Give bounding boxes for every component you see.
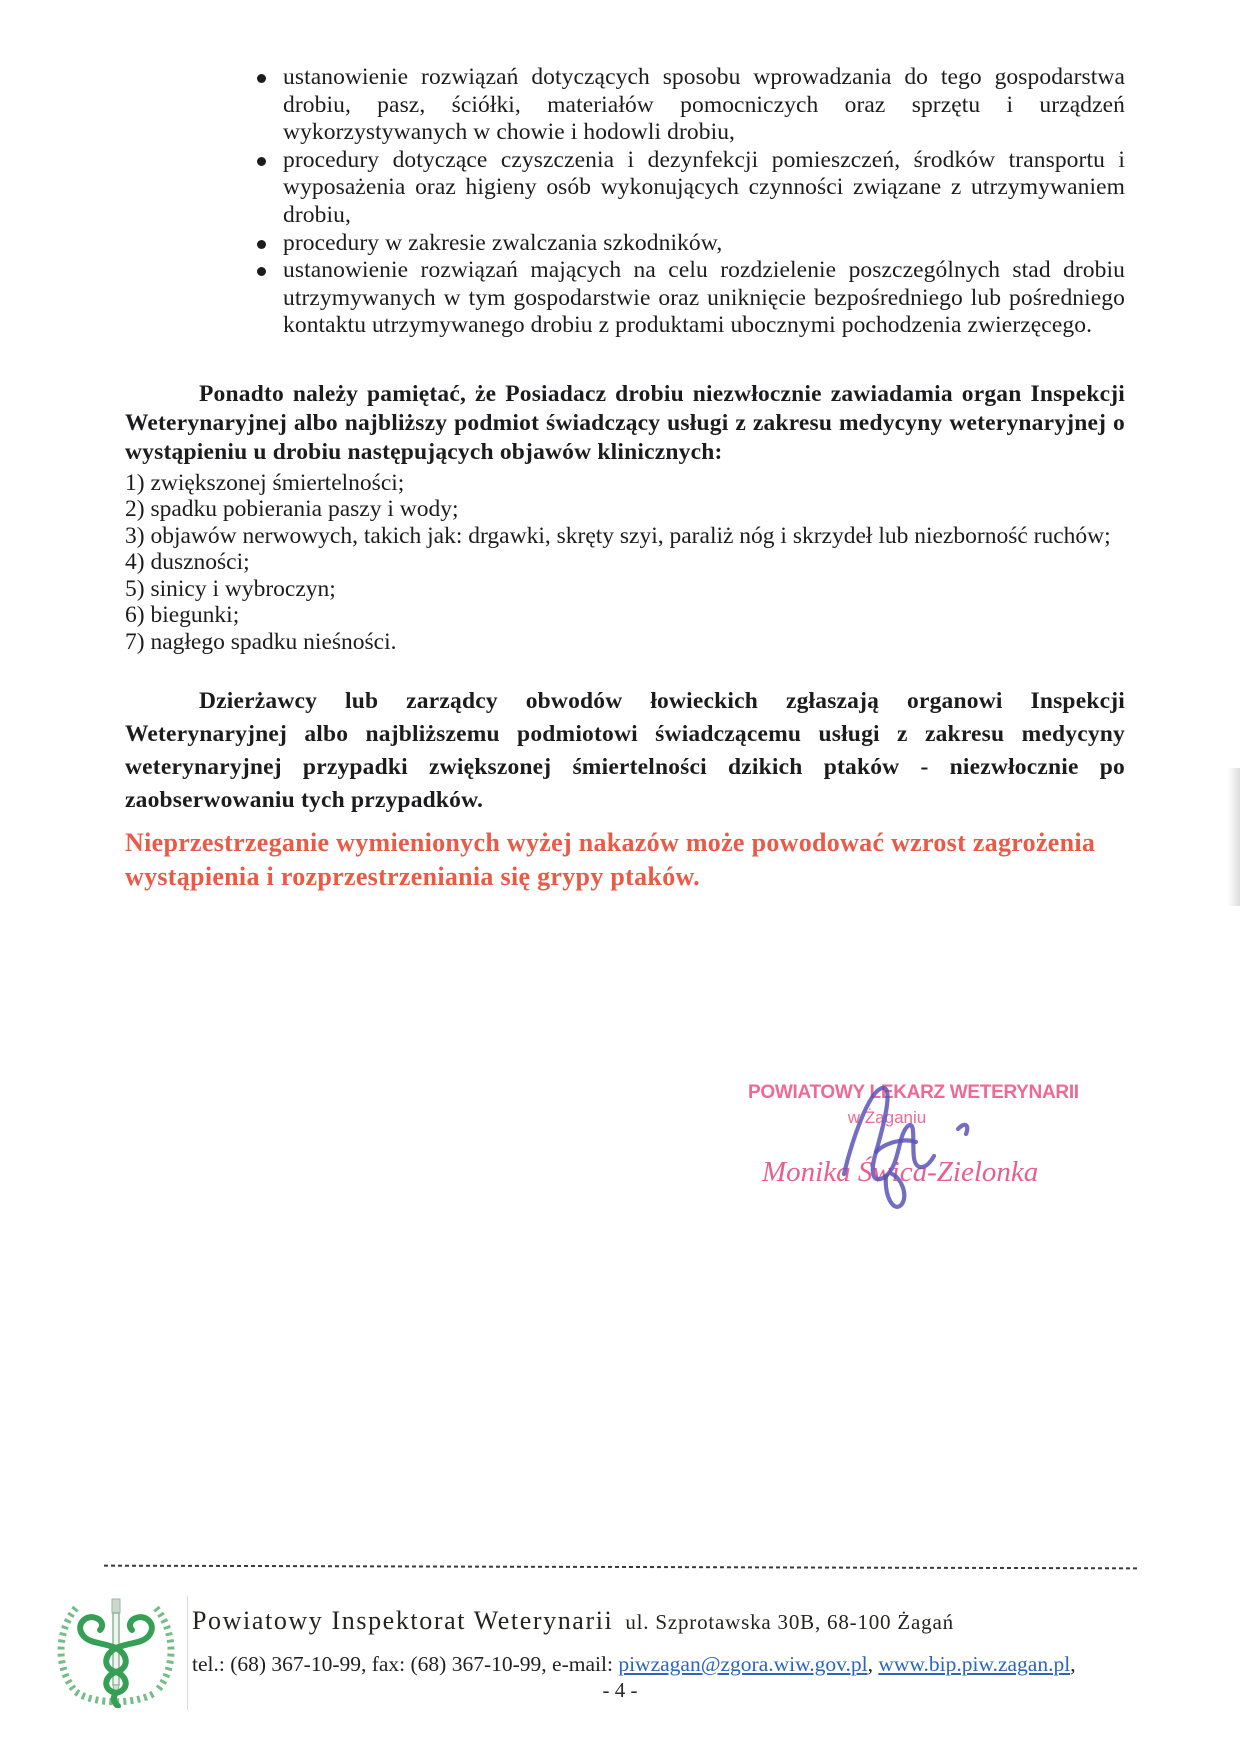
website-link[interactable]: www.bip.piw.zagan.pl (878, 1652, 1071, 1676)
scan-artifact (1227, 768, 1240, 906)
symptom-item: 4) duszności; (125, 549, 250, 576)
symptom-item: 3) objawów nerwowych, takich jak: drgawki, skręty szyi, paraliż nóg i skrzydeł lub niezborność ruchów; (125, 522, 1111, 549)
bullet-item: procedury w zakresie zwalczania szkodników, (125, 230, 1125, 258)
footer-contact-line (192, 1652, 1076, 1677)
symptom-item: 6) biegunki; (125, 602, 240, 629)
signature-ink (806, 1072, 1018, 1222)
organization-address: ul. Szprotawska 30B, 68-100 Żagań (625, 1610, 954, 1634)
contact-text: tel.: (68) 367-10-99, fax: (68) 367-10-99, e-mail: (192, 1652, 619, 1676)
paragraph-notification-duty: Ponadto należy pamiętać, że Posiadacz drobiu niezwłocznie zawiadamia organ Inspekcji Weterynaryjnej albo najbliższy podmiot świadczący usługi z zakresu medycyny weterynaryjnej o wystąpieniu u drobiu następujących objawów klinicznych: (125, 380, 1125, 465)
symptom-item: 5) sinicy i wybroczyn; (125, 575, 336, 602)
email-link[interactable]: piwzagan@zgora.wiw.gov.pl (618, 1652, 868, 1676)
symptom-item: 1) zwiększonej śmiertelności; (125, 469, 405, 496)
bullet-item: ustanowienie rozwiązań mających na celu rozdzielenie poszczególnych stad drobiu utrzymywanych w tym gospodarstwie oraz uniknięcie bezpośredniego lub pośredniego kontaktu utrzymywanego drobiu z produktami ubocznymi pochodzenia zwierzęcego. (125, 257, 1125, 340)
paragraph-hunting-districts: Dzierżawcy lub zarządcy obwodów łowieckich zgłaszają organowi Inspekcji Weterynaryjnej albo najbliższemu podmiotowi świadczącemu usługi z zakresu medycyny weterynaryjnej przypadki zwiększonej śmiertelności dzikich ptaków - niezwłocznie po zaobserwowaniu tych przypadków. (125, 688, 1125, 814)
bullet-item: ustanowienie rozwiązań dotyczących sposobu wprowadzania do tego gospodarstwa drobiu, pasz, ściółki, materiałów pomocniczych oraz sprzętu i urządzeń wykorzystywanych w chowie i hodowli drobiu, (125, 64, 1125, 147)
clinical-symptoms-list (125, 470, 1125, 656)
trailing-comma-text: , (1070, 1652, 1076, 1676)
footer-divider (104, 1565, 1139, 1570)
page-number: - 4 - (602, 1678, 638, 1702)
document-content (125, 64, 1125, 893)
stamp-name: Monika Świca-Zielonka (762, 1156, 1039, 1188)
stamp-title: POWIATOWY LEKARZ WETERYNARII (748, 1082, 1079, 1103)
stamp-location: w Żaganiu (847, 1108, 927, 1127)
bullet-list (125, 64, 1125, 340)
symptom-item: 2) spadku pobierania paszy i wody; (125, 496, 459, 523)
symptom-item: 7) nagłego spadku nieśności. (125, 628, 397, 655)
bullet-item: procedury dotyczące czyszczenia i dezynfekcji pomieszczeń, środków transportu i wyposażenia oraz higieny osób wykonujących czynności związane z utrzymywaniem drobiu, (125, 147, 1125, 230)
footer-organization-line (192, 1606, 954, 1636)
organization-name: Powiatowy Inspektorat Weterynarii (192, 1606, 614, 1635)
warning-text: Nieprzestrzeganie wymienionych wyżej nakazów może powodować wzrost zagrożenia wystąpienia i rozprzestrzeniania się grypy ptaków. (125, 828, 1096, 891)
link-separator-text: , (867, 1652, 879, 1676)
